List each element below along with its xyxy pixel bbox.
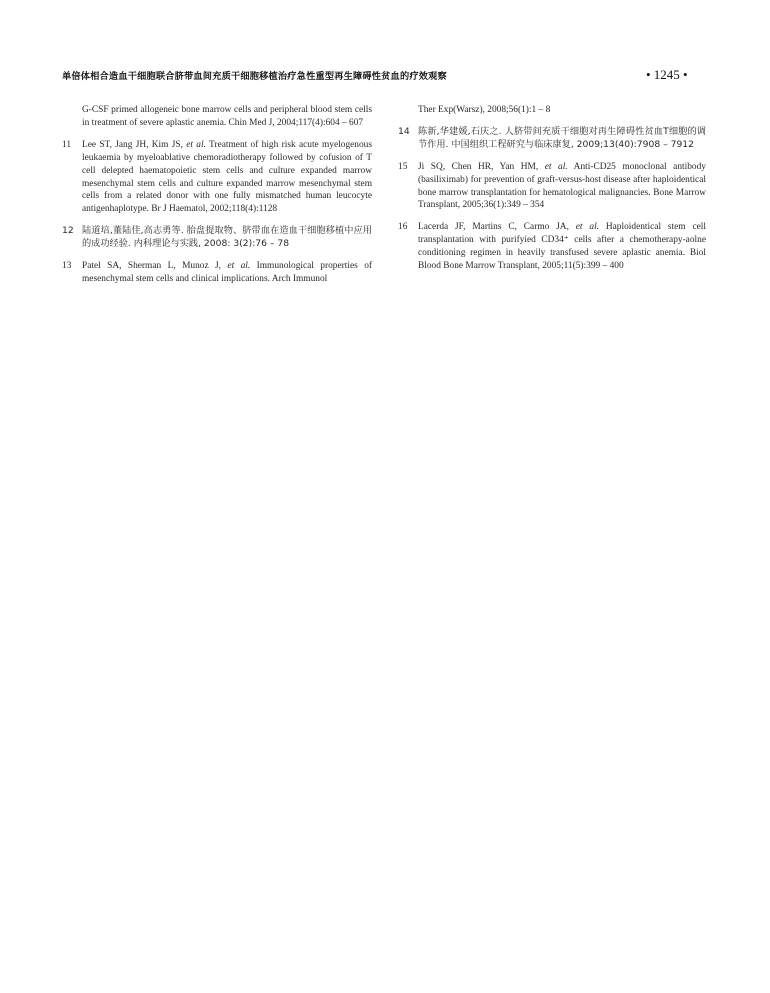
et-al: et al. — [544, 161, 568, 172]
references-left-column — [62, 104, 372, 295]
reference-continuation: G-CSF primed allogeneic bone marrow cells and peripheral blood stem cells in treatment of severe aplastic anemia. Chin Med J, 2004;117(4):604 – 607 — [82, 105, 372, 128]
reference-item — [62, 260, 372, 286]
page-number: • 1245 • — [646, 67, 688, 82]
references-right-column — [398, 104, 706, 282]
reference-number: 15 — [398, 161, 408, 172]
et-al: et al. — [186, 139, 206, 150]
reference-text: Patel SA, Sherman L, Munoz J, et al. Immunological properties of mesenchymal stem cells and clinical implications. Arch Immunol — [82, 261, 373, 284]
reference-number: 13 — [62, 261, 72, 272]
reference-number: 16 — [398, 222, 408, 233]
reference-item — [62, 139, 372, 216]
reference-item — [62, 225, 372, 251]
reference-number: 12 — [62, 225, 74, 237]
et-al: et al. — [575, 222, 600, 233]
reference-item — [398, 126, 706, 152]
reference-continuation: Ther Exp(Warsz), 2008;56(1):1 – 8 — [418, 105, 551, 115]
reference-item — [398, 161, 706, 213]
reference-item — [398, 221, 706, 273]
reference-text: Lacerda JF, Martins C, Carmo JA, et al. Haploidentical stem cell transplantation with purifyied CD34⁺ cells after a chemotherapy-aolne conditioning regimen in heavily transfused severe aplastic anemia. Biol Blood Bone Marrow Transplant, 2005;11(5):399 – 400 — [418, 222, 706, 272]
reference-text: Lee ST, Jang JH, Kim JS, et al. Treatment of high risk acute myelogenous leukaemia by myeloablative chemoradiotherapy followed by cofusion of T cell delepted haematopoietic stem cells and culture expanded marrow mesenchymal stem cells and culture expanded marrow mesenchymal stem cells from a related donor with one fully mismatched human leucocyte antigenhaplotype. Br J Haematol, 2002;118(4):1128 — [82, 139, 373, 215]
reference-text: 陆道培,董陆佳,高志勇等. 胎盘提取物、脐带血在造血干细胞移植中应用的成功经验. 内科理论与实践, 2008: 3(2):76 – 78 — [82, 225, 372, 250]
reference-number: 11 — [62, 139, 72, 150]
running-header-title: 单倍体相合造血干细胞联合脐带血间充质干细胞移植治疗急性重型再生障碍性贫血的疗效观察 — [62, 71, 447, 82]
reference-text: 陈新,华建媛,石庆之. 人脐带间充质干细胞对再生障碍性贫血T细胞的调节作用. 中国组织工程研究与临床康复, 2009;13(40):7908 – 7912 — [418, 125, 706, 150]
et-al: et al. — [227, 261, 251, 272]
reference-text: Ji SQ, Chen HR, Yan HM, et al. Anti-CD25 monoclonal antibody (basiliximab) for prevention of graft-versus-host disease after haploidentical bone marrow transplantation for hematological malignancies. Bone Marrow Transplant, 2005;36(1):349 – 354 — [418, 161, 706, 211]
reference-number: 14 — [398, 125, 410, 137]
